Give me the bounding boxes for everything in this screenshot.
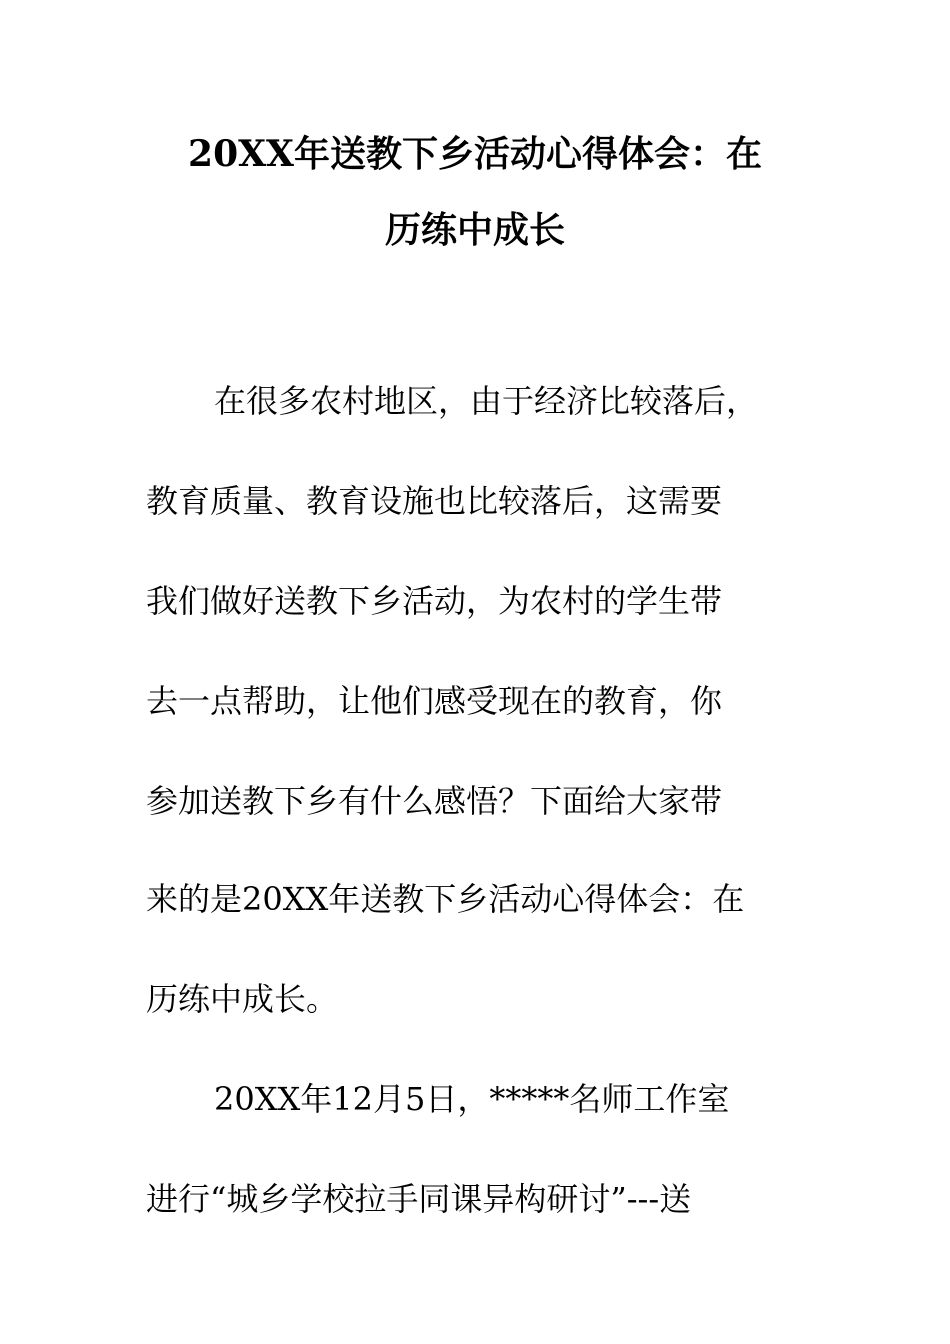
paragraph-2-line-2: 进行“城乡学校拉手同课异构研讨”---送	[146, 1180, 692, 1218]
paragraph-1-line-5: 参加送教下乡有什么感悟？下面给大家带	[146, 782, 723, 820]
paragraph-1-line-4: 去一点帮助，让他们感受现在的教育，你	[146, 682, 723, 720]
paragraph-1-line-1: 在很多农村地区，由于经济比较落后，	[214, 382, 759, 420]
paragraph-1-line-6: 来的是20XX年送教下乡活动心得体会：在	[146, 880, 745, 918]
paragraph-1-line-7: 历练中成长。	[146, 980, 339, 1018]
document-title-line-2: 历练中成长	[384, 209, 565, 251]
document-title-line-1: 20XX年送教下乡活动心得体会：在	[188, 133, 762, 175]
paragraph-2-line-1: 20XX年12月5日，*****名师工作室	[214, 1080, 730, 1118]
paragraph-1-line-2: 教育质量、教育设施也比较落后，这需要	[146, 482, 723, 520]
paragraph-1-line-3: 我们做好送教下乡活动，为农村的学生带	[146, 582, 723, 620]
